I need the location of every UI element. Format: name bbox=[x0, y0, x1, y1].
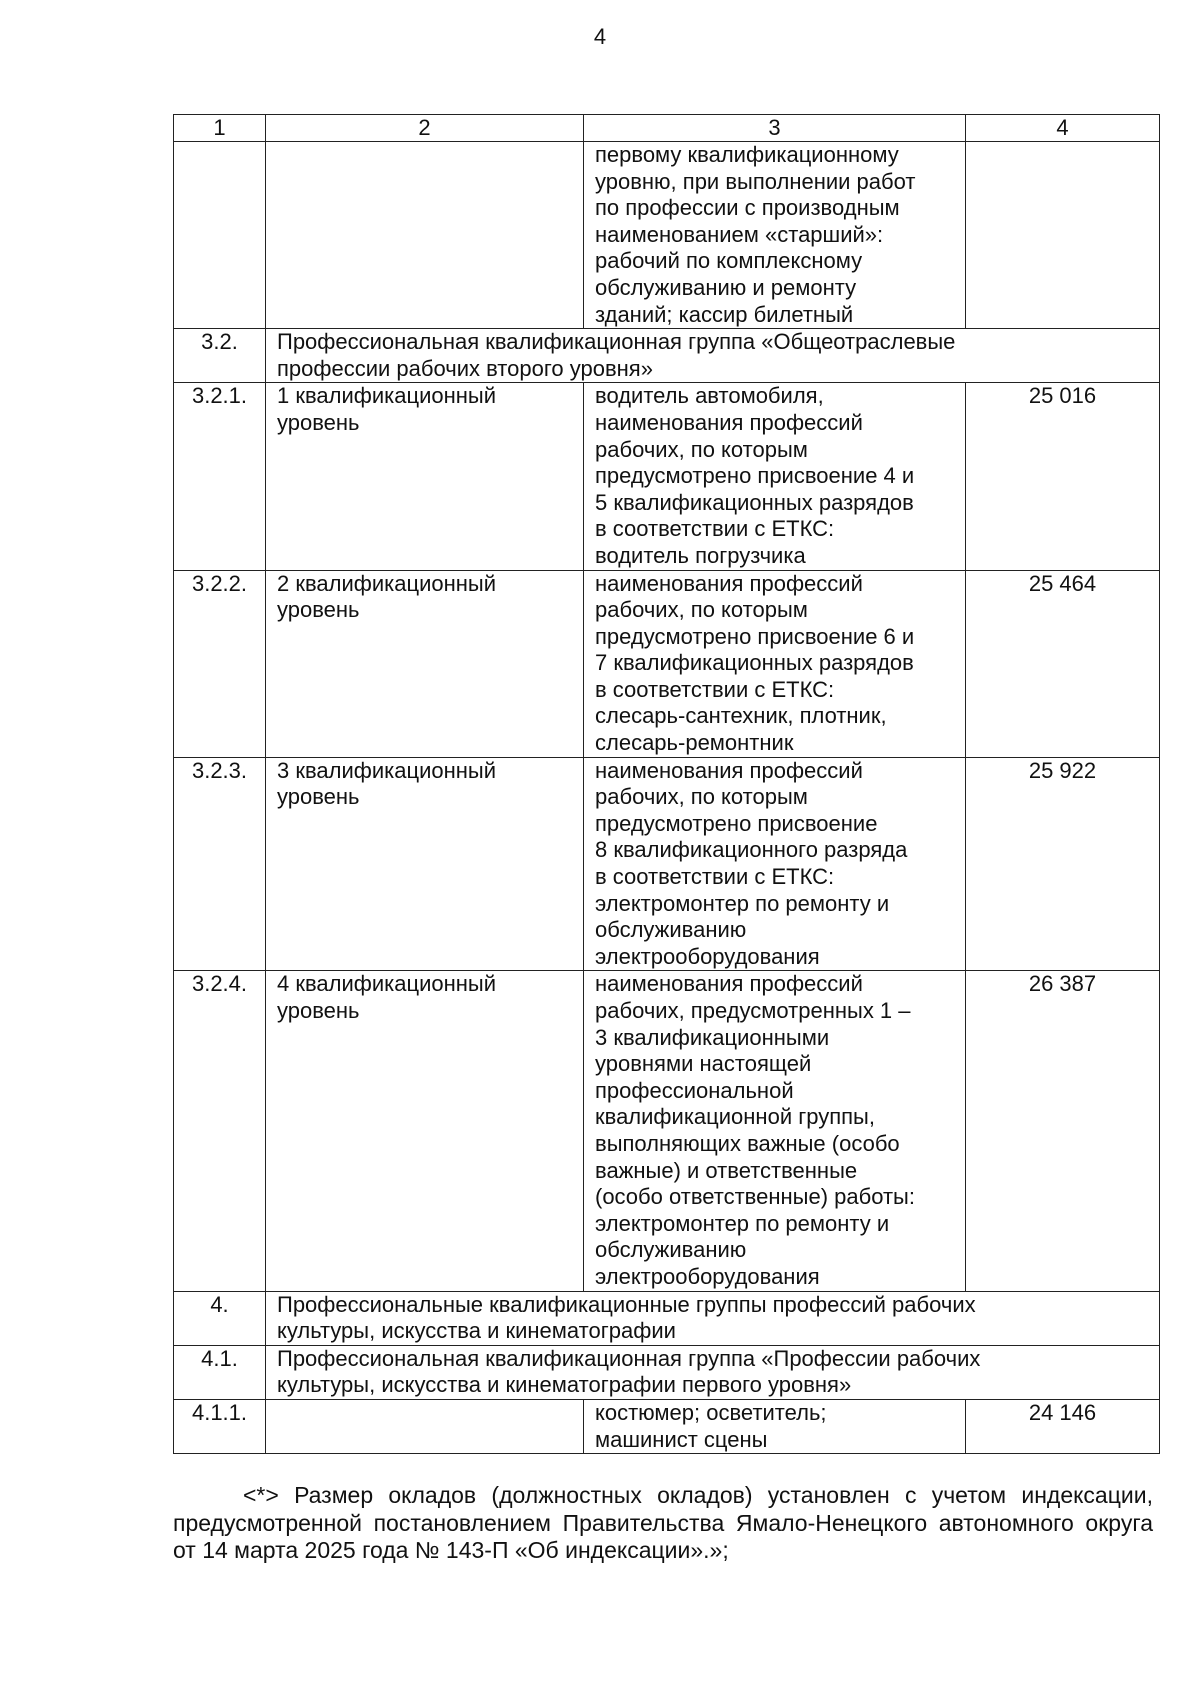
column-header: 1 bbox=[174, 115, 266, 142]
qualification-level: 1 квалификационный уровень bbox=[266, 383, 584, 570]
group-title: Профессиональная квалификационная группа «Профессии рабочих культуры, искусства и кинематографии первого уровня» bbox=[266, 1345, 1160, 1399]
row-number: 4.1.1. bbox=[174, 1399, 266, 1453]
table-group-row bbox=[174, 1345, 1160, 1399]
table-group-row bbox=[174, 1291, 1160, 1345]
qualification-level bbox=[266, 1399, 584, 1453]
salary-value: 26 387 bbox=[966, 971, 1160, 1291]
table-row bbox=[174, 1399, 1160, 1453]
column-header: 2 bbox=[266, 115, 584, 142]
table-row bbox=[174, 971, 1160, 1291]
row-number: 3.2.1. bbox=[174, 383, 266, 570]
row-number: 4.1. bbox=[174, 1345, 266, 1399]
profession-description: первому квалификационному уровню, при выполнении работ по профессии с производным наименованием «старший»: рабочий по комплексному обслуживанию и ремонту зданий; кассир билетный bbox=[584, 142, 966, 329]
profession-description: водитель автомобиля, наименования профессий рабочих, по которым предусмотрено присвоение 4 и 5 квалификационных разрядов в соответствии с ЕТКС: водитель погрузчика bbox=[584, 383, 966, 570]
profession-description: наименования профессий рабочих, по которым предусмотрено присвоение 6 и 7 квалификационных разрядов в соответствии с ЕТКС: слесарь-сантехник, плотник, слесарь-ремонтник bbox=[584, 570, 966, 757]
row-number: 3.2.2. bbox=[174, 570, 266, 757]
row-number: 3.2. bbox=[174, 329, 266, 383]
table-row bbox=[174, 570, 1160, 757]
table-row bbox=[174, 142, 1160, 329]
profession-description: костюмер; осветитель; машинист сцены bbox=[584, 1399, 966, 1453]
table-row bbox=[174, 757, 1160, 971]
group-title: Профессиональные квалификационные группы профессий рабочих культуры, искусства и кинематографии bbox=[266, 1291, 1160, 1345]
column-header: 4 bbox=[966, 115, 1160, 142]
group-title: Профессиональная квалификационная группа «Общеотраслевые профессии рабочих второго уровня» bbox=[266, 329, 1160, 383]
row-number bbox=[174, 142, 266, 329]
qualification-level: 2 квалификационный уровень bbox=[266, 570, 584, 757]
salary-table bbox=[173, 114, 1160, 1454]
footnote bbox=[173, 1482, 1153, 1565]
table-group-row bbox=[174, 329, 1160, 383]
qualification-level: 3 квалификационный уровень bbox=[266, 757, 584, 971]
profession-description: наименования профессий рабочих, предусмотренных 1 – 3 квалификационными уровнями настоящей профессиональной квалификационной группы, выполняющих важные (особо важные) и ответственные (особо ответственные) работы: электромонтер по ремонту и обслуживанию электрооборудования bbox=[584, 971, 966, 1291]
qualification-level bbox=[266, 142, 584, 329]
profession-description: наименования профессий рабочих, по которым предусмотрено присвоение 8 квалификационного разряда в соответствии с ЕТКС: электромонтер по ремонту и обслуживанию электрооборудования bbox=[584, 757, 966, 971]
qualification-level: 4 квалификационный уровень bbox=[266, 971, 584, 1291]
table-row bbox=[174, 383, 1160, 570]
column-header: 3 bbox=[584, 115, 966, 142]
page-number: 4 bbox=[593, 24, 607, 49]
table-header-row bbox=[174, 115, 1160, 142]
footnote-text: <*> Размер окладов (должностных окладов) установлен с учетом индексации, предусмотренной постановлением Правительства Ямало-Ненецкого автономного округа от 14 марта 2025 года № 143-П «Об индексации».»; bbox=[173, 1482, 1153, 1563]
salary-value: 25 016 bbox=[966, 383, 1160, 570]
salary-value: 24 146 bbox=[966, 1399, 1160, 1453]
row-number: 4. bbox=[174, 1291, 266, 1345]
salary-value: 25 922 bbox=[966, 757, 1160, 971]
row-number: 3.2.4. bbox=[174, 971, 266, 1291]
row-number: 3.2.3. bbox=[174, 757, 266, 971]
salary-value: 25 464 bbox=[966, 570, 1160, 757]
salary-value bbox=[966, 142, 1160, 329]
